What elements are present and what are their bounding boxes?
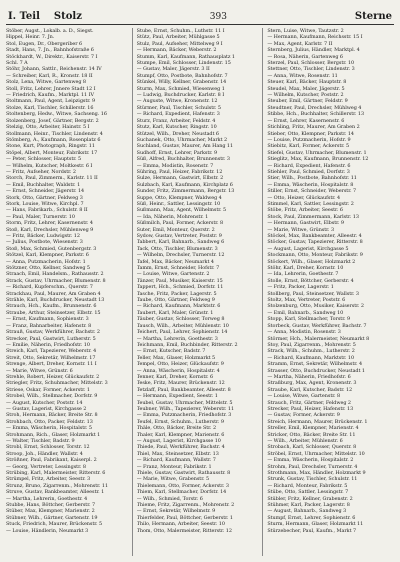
directory-entry: Stiebitz, Karl, Former, Ackerstr. 5 xyxy=(267,143,350,150)
directory-entry: — Hermann, Bäcker, Weberstr. 2 xyxy=(136,47,217,54)
directory-entry: Stoltmann, Paul, Agent, Leipzigstr. 9 xyxy=(6,98,96,105)
directory-entry: Stadt, Hans, 7. Jn., Bahnhofstraße 6 xyxy=(6,47,94,54)
directory-entry: Stürzebecher, Paul, Kaufm., Markt 7 xyxy=(267,527,357,534)
directory-entry: — Fritz, Packer, Lagerstr. 1 xyxy=(267,284,334,291)
directory-entry: — Marie, Witwe, Grünstr. 6 xyxy=(6,367,73,374)
directory-entry: Tasche, Fritz, Packer, Lagerstr. 5 xyxy=(136,290,217,297)
directory-entry: Stichling, Fritz, Maurer, Am Graben 2 xyxy=(267,124,360,131)
directory-entry: Thierfelder, Paul, Böttcher, Gerberstr. 1 xyxy=(136,514,233,521)
directory-entry: Stutz, Karl, Kutscher, Ringstr. 10 xyxy=(136,124,217,131)
directory-entry: — Ida, Näherin, Mohrenstr. 1 xyxy=(136,213,209,220)
directory-entry: Steudel, Max, Maler, Jägerstr. 5 xyxy=(267,85,345,92)
directory-entry: — Ernst, Sekretär, Wilhelmstr. 9 xyxy=(136,508,216,515)
directory-entry: — Friedrich, Kaufm., Marktpl. 11 IV xyxy=(6,92,94,99)
directory-entry: — Emma, Putzmacherin, Friedhofstr. 3 xyxy=(136,412,232,419)
columns xyxy=(6,28,394,556)
directory-entry: Stolze, Karl, Tischler, Schillerstr. 16 xyxy=(6,104,94,111)
directory-entry: — Georg, Vertreter, Lessingstr. 8 xyxy=(6,463,86,470)
directory-entry: Hippel, Heinr. 7. Jn. xyxy=(6,34,55,41)
directory-entry: — Wilh., Arbeiter, Mühlenstr. 6 xyxy=(267,438,343,444)
directory-entry: — Paul, Maler, Turnerstr. 10 xyxy=(6,213,75,220)
directory-entry: Teichert, Paul, Lehrer, Sophienstr. 14 xyxy=(136,329,228,336)
directory-entry: Strecker, Paul, Heizer, Hafenstr. 13 xyxy=(267,405,354,412)
directory-entry: Stoy, Paul, Zigarrenm., Mohrenstr. 5 xyxy=(267,341,356,348)
directory-entry: Stiefel, Gustav, Uhrmacher, Blumenstr. 1 xyxy=(267,149,367,156)
directory-entry: Sunder, Fritz, Zimmermann, Bergstr. 13 xyxy=(136,188,235,195)
directory-entry: — Peter, Schlosser, Hauptstr. 5 xyxy=(6,156,82,163)
directory-entry: Stoltz, Max, Vertreter, Poststr. 6 xyxy=(267,297,346,304)
directory-entry: Thilo, Hermann, Arbeiter, Seestr. 10 xyxy=(136,521,225,528)
directory-entry: Strohm, Paul, Drechsler, Turnerstr. 4 xyxy=(267,463,358,470)
directory-entry: — Franz, Monteur, Fabrikstr. 1 xyxy=(136,463,212,470)
directory-entry: Stulz, Paul, Aufseher, Mittelweg 9 I xyxy=(136,40,223,47)
directory-entry: Storbeck, Gustav, Werkführer, Bachstr. 7 xyxy=(267,322,367,329)
directory-entry: Stuck, Friedrich, Maurer, Brückenstr. 5 xyxy=(6,521,103,528)
directory-entry: Störmer, Hch., Malermeister, Neumarkt 8 xyxy=(267,335,370,342)
directory-entry: Stöbe, Fritz, Arbeiter, Seestr. 6 xyxy=(267,207,343,214)
directory-entry: Steuer, Karl, Bäcker, Hauptstr. 8 xyxy=(267,79,347,86)
directory-entry: Strack, Gustav, Uhrmacher, Blumenstr. 8 xyxy=(6,277,106,284)
directory-entry: Strackhau, Paul, Maurer, Am Graben 4 xyxy=(6,290,101,297)
directory-entry: Thom, Otto, Malermeister, Ritterstr. 12 xyxy=(136,527,232,534)
directory-entry: Storm, Fritz, Lehrer, Kasernenstr. 4 xyxy=(6,220,93,227)
directory-entry: Stoß, Karl, Drechsler, Mühlenweg 9 xyxy=(6,226,94,233)
directory-entry: Stube, Ernst, Schuhm., Luthstr. 11 I xyxy=(136,28,225,34)
directory-entry: — Hermann, Gastwirt, Elbstr. 9 xyxy=(267,220,344,227)
directory-entry: — Emma, Modistin, Rosenstr. 7 xyxy=(136,162,214,169)
directory-entry: Stöber, Augst., Lokalb. a. D., Siegst. xyxy=(6,28,94,34)
directory-entry: — Ernst, Lehrer, Kasernenstr. 6 xyxy=(267,117,345,124)
directory-entry: — Gustav, Lagerist, Kirchgasse 2 xyxy=(6,405,87,412)
directory-entry: Strauß, Gustav, Werkführer, Bachstr. 2 xyxy=(6,329,100,336)
left-guide-word: Stolz xyxy=(53,11,82,22)
directory-entry: Strübing, Karl, Malermeister, Ritterstr. 6 xyxy=(6,470,106,477)
directory-entry: — Richard, Expedient, Hafenstr. 3 xyxy=(136,111,220,118)
directory-entry: Tenner, Karl, Dreher, Kornstr. 6 xyxy=(136,373,214,380)
directory-entry: Stübler, Fritz, Kellner, Grabenstr. 2 xyxy=(267,495,353,502)
directory-entry: Stöhr, Johann, Sattlr., Reichenstr. 14 IV xyxy=(6,66,102,73)
directory-entry: Suchland, Gustav, Maurer, Am Hang 11 xyxy=(136,143,234,150)
directory-entry: — Gustav, Maler, Jägerstr. 3 II xyxy=(136,66,210,73)
directory-entry: — Wilhelm, Drechsler, Turnerstr. 12 xyxy=(136,252,225,259)
directory-entry: Stroop, Joh., Händler, Wallstr. 4 xyxy=(6,450,83,457)
directory-entry: Stöhr, Karl, Dreher, Kornstr. 10 xyxy=(267,265,344,272)
directory-entry: Stützel, Wilh., Dreher, Neustadt 6 xyxy=(136,130,219,137)
directory-entry: — Hermann, Kaufmann, Reichsstr. 15 I xyxy=(267,34,363,41)
directory-entry: — Richard, Kaufmann, Marktstr. 6 xyxy=(136,303,221,310)
directory-entry: Tänzer, Paul, Musiker, Kaiserstr. 15 xyxy=(136,277,223,284)
directory-entry: — Anna, Modistin, Rosenstr. 3 xyxy=(267,329,341,336)
directory-entry: Strobach, Karl, Schlosser, Querstr. 8 xyxy=(267,444,357,451)
directory-entry: Sulze, Hermann, Gastwirt, Elbstr. 2 xyxy=(136,175,224,182)
directory-entry: Strehle, Robert, Heizer, Glückaufstr. 2 xyxy=(6,373,100,380)
directory-entry: Strobel, Wilh., Stellmacher, Dorfstr. 9 xyxy=(6,393,98,400)
directory-entry: Striegler, Fritz, Schuhmacher, Mittelstr. 3 xyxy=(6,380,108,387)
directory-entry: Tempel, Otto, Heizer, Glückaufstr. 9 xyxy=(136,361,224,368)
directory-entry: Stöpel, Albert, Monteur, Fabrikstr. 17 xyxy=(6,149,98,156)
directory-entry: — Emma, Wäscherin, Hospitalstr. 5 xyxy=(6,425,92,432)
directory-entry: — August, Lagerist, Kirchgasse 5 xyxy=(267,245,349,252)
directory-entry: — Marie, Witwe, Grünstr. 3 xyxy=(267,226,335,233)
directory-entry: Stone, Kurt, Photograph, Ringstr. 11 xyxy=(6,143,95,150)
directory-entry: Suppe, Otto, Klempner, Waldweg 4 xyxy=(136,194,222,201)
directory-entry: — Emma, Wäscherin, Hospitalstr. 2 xyxy=(267,457,354,464)
directory-entry: — Wilhelm, Kutscher, Poststr. 2 xyxy=(267,92,344,99)
directory-entry: — Schreiber, Karl, R., Kronstr. 18 II xyxy=(6,72,93,79)
directory-entry: — Anna, Wäscherin, Hospitalstr. 4 xyxy=(136,367,220,374)
directory-entry: Thiem, Karl, Stellmacher, Dorfstr. 14 xyxy=(136,489,227,496)
directory-entry: Süß, Heinr., Sattler, Lessingstr. 10 xyxy=(136,200,221,207)
directory-entry: — Martha, Näherin, Friedhofstr. 6 xyxy=(267,373,351,380)
directory-entry: Sturz, Franz, Arbeiter, Feldstr. 4 xyxy=(136,117,216,124)
directory-entry: Stoll, Fritz, Lehrer, Jnnere Stadt 12 I xyxy=(6,85,96,92)
directory-entry: Strasser, Otto, Buchdrucker, Neustadt 1 xyxy=(267,367,365,374)
directory-entry: Suter, Emil, Monteur, Querstr. 2 xyxy=(136,226,215,233)
directory-entry: — Franz, Bahnarbeiter, Hafenstr. 8 xyxy=(6,322,92,329)
directory-entry: Stüber, Max, Klempner, Marienstr. 2 xyxy=(6,508,95,515)
directory-entry: Stumpf, Otto, Postbote, Bahnhofstr. 7 xyxy=(136,72,228,79)
directory-entry: Strohmann, Rich., Glaser, Holzmarkt 1 xyxy=(6,431,101,438)
header-left xyxy=(8,11,82,22)
directory-entry: Teubner, Wilh., Tapezierer, Weberstr. 11 xyxy=(136,405,235,412)
directory-entry: Strunk, Gustav, Tischler, Schulstr. 11 xyxy=(267,476,358,483)
directory-entry: Streich, Hermann, Maurer, Brückenstr. 1 xyxy=(267,418,368,425)
directory-entry: Straube, Arthur, Steinsetzer, Elbstr. 15 xyxy=(6,309,101,316)
directory-entry: — Emilie, Näherin, Friedhofstr. 10 xyxy=(6,341,90,348)
directory-entry: — Richard, Expedient, Hafenstr. 6 xyxy=(267,162,351,169)
directory-entry: — Martha, Lehrerin, Goethestr. 4 xyxy=(6,495,88,502)
directory-entry: — Louise, Putzmacherin, Hofstr. 9 xyxy=(267,136,351,143)
directory-entry: Stömberg, A., Kaufmann, Rosenplatz 6 xyxy=(6,136,101,143)
directory-entry: Strunz, Bruno, Zigarrenm., Mohrenstr. 11 xyxy=(6,482,109,489)
directory-entry: Strack, Wilh., Schuhm., Lutherstr. 2 xyxy=(267,348,355,355)
directory-entry: Tamm, Ernst, Schneider, Hofstr. 7 xyxy=(136,265,220,272)
directory-entry: Stockmann, Otto, Monteur, Fabrikstr. 9 xyxy=(267,252,363,259)
directory-entry: Stolzenburg, Otto, Musiker, Kaiserstr. 2 xyxy=(267,303,364,310)
directory-entry: Tabbert, Karl, Bahnarb., Sandweg 6 xyxy=(136,239,225,246)
directory-entry: Stötzel, Karl, Klempner, Parkstr. 6 xyxy=(6,252,89,259)
directory-entry: Stötzner, Otto, Kellner, Sandweg 5 xyxy=(6,265,90,272)
directory-entry: Thiel, Max, Steinsetzer, Elbstr. 13 xyxy=(136,450,219,457)
directory-entry: — Richard, Kupferschm., Querstr. 7 xyxy=(6,284,93,291)
directory-entry: Täuber, Gustav, Schlosser, Torweg 8 xyxy=(136,316,225,323)
directory-entry: Stühmer, Karl, Packer, Lagerstr. 8 xyxy=(267,502,350,509)
directory-entry: — Anna, Putzmacherin, Hofstr. 1 xyxy=(6,258,86,265)
directory-entry: Strothmann, Max, Händler, Holzmarkt 9 xyxy=(267,470,366,477)
directory-entry: Sterzel, Paul, Schlosser, Bergstr. 10 xyxy=(267,60,355,67)
directory-entry: — Marie, Witwe, Grabenstr. 5 xyxy=(136,476,210,483)
directory-entry: Stibbe, Hch., Buchhalter, Schillerstr. 13 xyxy=(267,111,365,118)
directory-entry: Strecker, Paul, Gastwirt, Lutherstr. 5 xyxy=(6,335,96,342)
directory-entry: Straube, Karl, Kutscher, Badstr. 12 xyxy=(267,386,353,393)
directory-entry: Stolle, Ernst, Böttcher, Gerberstr. 4 xyxy=(267,277,354,284)
section-label: I. Teil xyxy=(8,11,40,22)
directory-entry: — August, Kutscher, Poststr. 14 xyxy=(6,399,83,406)
directory-entry: — Hermann, Expedient, Seestr. 1 xyxy=(136,393,218,400)
directory-entry: — Ernst, Schneider, Jägerstr. 14 xyxy=(6,188,85,195)
directory-entry: Stumm, Karl, Kaufmann, Rathausplatz 1 xyxy=(136,53,235,60)
directory-entry: Strenge, Albert, Dreher, Kornstr. 11 I xyxy=(6,361,97,368)
directory-entry: Sußmann, Max, Agent, Wilhelmstr. 5 xyxy=(136,207,227,214)
directory-entry: Strümpel, Fritz, Arbeiter, Seestr. 3 xyxy=(6,476,91,483)
directory-entry: Stork, Otto, Gärtner, Feldweg 3 xyxy=(6,194,83,201)
directory-entry: Sudhoff, Ernst, Lehrer, Parkstr. 9 xyxy=(136,149,218,156)
directory-entry: Stoß, Max, Schmied, Gutenbergstr. 3 xyxy=(6,245,97,252)
directory-entry: Sternberg, Julius, Händler, Marktpl. 4 xyxy=(267,47,360,54)
directory-entry: — Ernst, Kutscher, Badstr. 7 xyxy=(136,348,206,355)
directory-entry: Struve, Gustav, Bankbeamter, Alleestr. 1 xyxy=(6,489,105,496)
directory-entry: Stricker, Otto, Bäcker, Breite Str. 11 xyxy=(267,431,356,438)
directory-entry: Stier, Wilh., Postbote, Bahnhofstr. 11 xyxy=(267,175,357,182)
directory-entry: Stöckel, Max, Bankbeamter, Alleestr. 4 xyxy=(267,233,362,239)
directory-entry: Strauch, Hch., Kaufm., Brunnenstr. 6 xyxy=(6,303,97,310)
directory-entry: — Richard, Monteur, Fabrikstr. 5 xyxy=(267,482,348,489)
directory-entry: Stübner, Wilh., Gärtner, Gartenstr. 19 xyxy=(6,514,98,521)
directory-entry: Stroh, Hermann, Bäcker, Breite Str. 8 xyxy=(6,412,98,419)
header-rule xyxy=(6,24,394,25)
directory-entry: — Richard, Kaufmann, Wallstr. 7 xyxy=(136,457,216,464)
directory-entry: — Ludwig, Buchdrucker, Karlstr. 8 I xyxy=(136,92,225,99)
directory-entry: Steudtner, Paul, Drechsler, Mühlweg 4 xyxy=(267,104,362,111)
directory-entry: Stollberg, Paul, Steinsetzer, Wallstr. 3 xyxy=(267,290,359,297)
directory-entry: Stork, Louise, Witwe, Kirchpl. 7 xyxy=(6,200,84,207)
directory-entry: Tausch, Wilh., Arbeiter, Mühlenstr. 10 xyxy=(136,322,229,329)
page-header xyxy=(8,6,392,22)
directory-entry: Suchanek, Otto, Uhrmacher, Markt 2 xyxy=(136,136,228,143)
directory-entry: — Ernst, Kaufmann, Sophienstr. 3 xyxy=(6,316,89,323)
directory-entry: Stieber, Otto, Klempner, Parkstr. 14 xyxy=(267,130,354,137)
directory-entry: — Julius, Postbote, Wiesenstr. 3 xyxy=(6,239,83,246)
directory-entry: — Louise, Witwe, Gartenstr. 2 xyxy=(136,271,210,278)
directory-entry: Thäle, Otto, Bäcker, Breite Str. 2 xyxy=(136,425,217,432)
directory-entry: Sühring, Paul, Heizer, Fabrikstr. 12 xyxy=(136,168,223,175)
directory-entry: Sydow, Gustav, Vertreter, Poststr. 9 xyxy=(136,233,222,239)
directory-entry: — Emil, Bahnarb., Sandweg 10 xyxy=(267,309,344,316)
directory-entry: — Louise, Händlerin, Neumarkt 3 xyxy=(6,527,89,534)
directory-entry: Strohbach, Otto, Packer, Feldstr. 13 xyxy=(6,418,93,425)
directory-entry: Stopp, Karl, Stellmacher, Torstr. 9 xyxy=(267,316,351,323)
directory-entry: Süß, Alfred, Buchhalter, Brunnenstr. 3 xyxy=(136,156,230,163)
directory-entry: Teubel, Gustav, Uhrmacher, Mittelstr. 5 xyxy=(136,399,233,406)
directory-entry: — Louise, Witwe, Gartenstr. 8 xyxy=(267,393,341,400)
directory-entry: — Max, Agent, Karlstr. 7 II xyxy=(267,40,333,47)
directory-entry: Ströbel, Ernst, Uhrmacher, Mittelstr. 10 xyxy=(267,450,365,457)
directory-entry: Stütz, Paul, Arbeiter, Mühlgasse 5 xyxy=(136,34,220,41)
directory-entry: Stern, Luise, Witwe, Tautzstr. 2 xyxy=(267,28,344,34)
directory-entry: — Fritz, Aufseher, Nordstr. 2 xyxy=(6,168,76,175)
directory-entry: — Otto, Heizer, Glückaufstr. 4 xyxy=(267,194,341,201)
directory-entry: — Walter, Tischler, Badstr. 9 xyxy=(6,438,75,444)
directory-entry: — Ida, Lehrerin, Goethestr. 7 xyxy=(267,271,339,278)
directory-entry: Strähle, Karl, Buchdrucker, Neustadt 13 xyxy=(6,297,105,304)
directory-entry: Sulzbach, Karl, Kaufmann, Kirchplatz 6 xyxy=(136,181,233,188)
directory-entry: — Hans, Fabrikarb., Schulstr. 8 II xyxy=(6,207,88,214)
directory-entry: Stol, Eugen, Dr., Obergeriber 6 xyxy=(6,40,83,47)
directory-entry: — Emil, Buchhalter, Waldstr. 1 xyxy=(6,181,81,188)
directory-entry: Stoltenberg, Hedw., Witwe, Sachseng. 16 xyxy=(6,111,107,118)
directory-entry: Stolz, Lena, Witwe, Gartenweg 8 xyxy=(6,79,86,86)
page-number: 393 xyxy=(209,12,227,22)
directory-entry: Striese, Oskar, Former, Ackerstr. 1 xyxy=(6,386,90,393)
directory-entry: Taubert, Karl, Maler, Grünstr. 1 xyxy=(136,309,214,316)
directory-entry: — Auguste, Witwe, Kronenstr. 12 xyxy=(136,98,218,105)
directory-entry: — Gustav, Former, Ackerstr. 9 xyxy=(267,412,340,419)
directory-entry: Strobl, Ernst, Schlosser, Torstr. 12 xyxy=(6,444,90,451)
right-guide-word: Sterne xyxy=(354,11,392,22)
directory-entry: Stünkel, Willy, Kellner, Grabenstr. 14 xyxy=(136,79,227,86)
directory-entry: Thielemann, Otto, Former, Ackerstr. 3 xyxy=(136,482,229,489)
directory-entry: Stieglitz, Max, Kaufmann, Brunnenstr. 12 xyxy=(267,156,369,163)
directory-entry: Streller, Emil, Klempner, Marienstr. 4 xyxy=(267,425,359,432)
column-right xyxy=(267,28,394,556)
directory-entry: Straach, Emil, Handelsm., Rathausstr. 2 xyxy=(6,271,104,278)
directory-entry: Streit, Otto, Sekretär, Wilhelmstr. 17 xyxy=(6,354,96,361)
directory-entry: Stimmel, Karl, Sattler, Lessingstr. 2 xyxy=(267,200,354,207)
directory-entry: Süßmilch, Paul, Former, Ackerstr. 8 xyxy=(136,220,224,227)
directory-entry: — Fritz, Bäcker, Ludwigstr. 12 xyxy=(6,233,80,239)
directory-entry: — Emma, Wäscherin, Hospitalstr. 8 xyxy=(267,181,354,188)
directory-entry: Strößner, Paul, Fabrikant, Kaiserpl. 2 xyxy=(6,457,97,464)
directory-entry: Teufel, Ernst, Schuhm., Lutherstr. 9 xyxy=(136,418,224,425)
directory-entry: Steuber, Emil, Gärtner, Feldstr. 9 xyxy=(267,98,348,105)
directory-entry: Teichmann, Emil, Buchbinder, Ritterstr. 2 xyxy=(136,341,238,348)
directory-entry: Thaler, Karl, Klempner, Marienstr. 6 xyxy=(136,431,225,438)
directory-entry: Stiehler, Paul, Schmied, Dorfstr. 3 xyxy=(267,168,350,175)
directory-entry: Thiele, Gustav, Gastwirt, Rathausstr. 8 xyxy=(136,470,231,477)
directory-entry: Straßburg, Max, Agent, Kronenstr. 3 xyxy=(267,380,357,387)
directory-entry: Tetzlaff, Paul, Bankbeamter, Alleestr. 8 xyxy=(136,386,231,393)
directory-entry: Stöckhardt, W., Direktr., Kaiserstr. 7 I xyxy=(6,53,98,60)
directory-entry: Tappert, Hch., Schmied, Dorfstr. 11 xyxy=(136,284,224,291)
directory-entry: — Anna, Witwe, Rosenstr. 11 xyxy=(267,72,338,79)
directory-entry: Stock, Paul, Zimmermann, Karlstr. 13 xyxy=(267,213,359,220)
directory-entry: — Rosa, Näherin, Gartenweg 6 xyxy=(267,53,343,60)
directory-entry: Stramm, Ernst, Sekretär, Wilhelmstr. 4 xyxy=(267,361,363,368)
directory-entry: Teller, Max, Glaser, Holzmarkt 5 xyxy=(136,354,216,361)
directory-entry: — August, Lagerist, Kirchgasse 10 xyxy=(136,438,221,444)
directory-entry: Strauch, Fritz, Gärtner, Feldweg 2 xyxy=(267,399,351,406)
directory-entry: Teske, Fritz, Maurer, Brückenstr. 12 xyxy=(136,380,225,387)
directory-entry: — August, Bahnarb., Sandweg 3 xyxy=(267,508,347,515)
directory-entry: — Wilh., Schmied, Torstr. 6 xyxy=(136,495,203,502)
column-middle xyxy=(137,28,264,556)
column-left xyxy=(6,28,133,556)
directory-entry: Stollmann, Heinr., Tischler, Lindenstr. 4 xyxy=(6,130,103,137)
directory-entry: Stürmer, Paul, Tischler, Schulstr. 5 xyxy=(136,104,221,111)
directory-entry: Taube, Otto, Gärtner, Feldweg 9 xyxy=(136,297,215,304)
directory-entry: Stiller, Ernst, Schneider, Weberstr. 7 xyxy=(267,188,357,195)
directory-entry: Stöckert, Wilh., Glaser, Holzmarkt 2 xyxy=(267,258,356,265)
directory-entry: Stettner, Otto, Tischler, Lindenstr. 3 xyxy=(267,66,355,73)
directory-entry: Thiede, Paul, Werkführer, Bachstr. 4 xyxy=(136,444,225,451)
directory-entry: Streich, Karl, Tapezierer, Weberstr. 4 xyxy=(6,348,97,355)
directory-entry: Stubbe, Hans, Böttcher, Gerberstr. 7 xyxy=(6,502,96,509)
directory-entry: — Richard, Kaufmann, Marktstr. 10 xyxy=(267,354,355,361)
directory-entry: Tack, Otto, Tischler, Blumenstr. 3 xyxy=(136,245,218,252)
directory-entry: Thieme, Fritz, Zigarrenm., Mohrenstr. 2 xyxy=(136,502,235,509)
directory-entry: Stelzig, Otto, Arbeiter, Hainstr. 5 I xyxy=(6,124,90,131)
directory-entry: Sturm, Hermann, Glaser, Holzmarkt 11 xyxy=(267,521,364,528)
directory-entry: — Martha, Lehrerin, Goethestr. 3 xyxy=(136,335,218,342)
directory-entry: Tafel, Max, Bäcker, Neumarkt 4 xyxy=(136,258,214,265)
directory-entry: — Wilhelm, Kutscher, Moltkestr. 6 I xyxy=(6,162,93,169)
directory-entry: Sturm, Max, Schmied, Wiesenweg 1 xyxy=(136,85,225,92)
directory-entry: Stumpf, Ernst, Lehrer, Sophienstr. 6 xyxy=(267,514,356,521)
directory-entry: Stöcker, Gustav, Tapezierer, Ritterstr. 8 xyxy=(267,239,363,246)
directory-entry: Storch, Paul, Zimmerm., Karlstr. 11 II xyxy=(6,175,98,182)
directory-entry: Schl. 7 A xyxy=(6,60,28,67)
directory-entry: Stolzenberg, Josef, Gärtner, Bergstr. 2 xyxy=(6,117,99,124)
directory-entry: Stübe, Otto, Sattler, Lessingstr. 7 xyxy=(267,489,349,496)
directory-entry: Stumpe, Emil, Schlosser, Lindenstr. 15 xyxy=(136,60,231,67)
